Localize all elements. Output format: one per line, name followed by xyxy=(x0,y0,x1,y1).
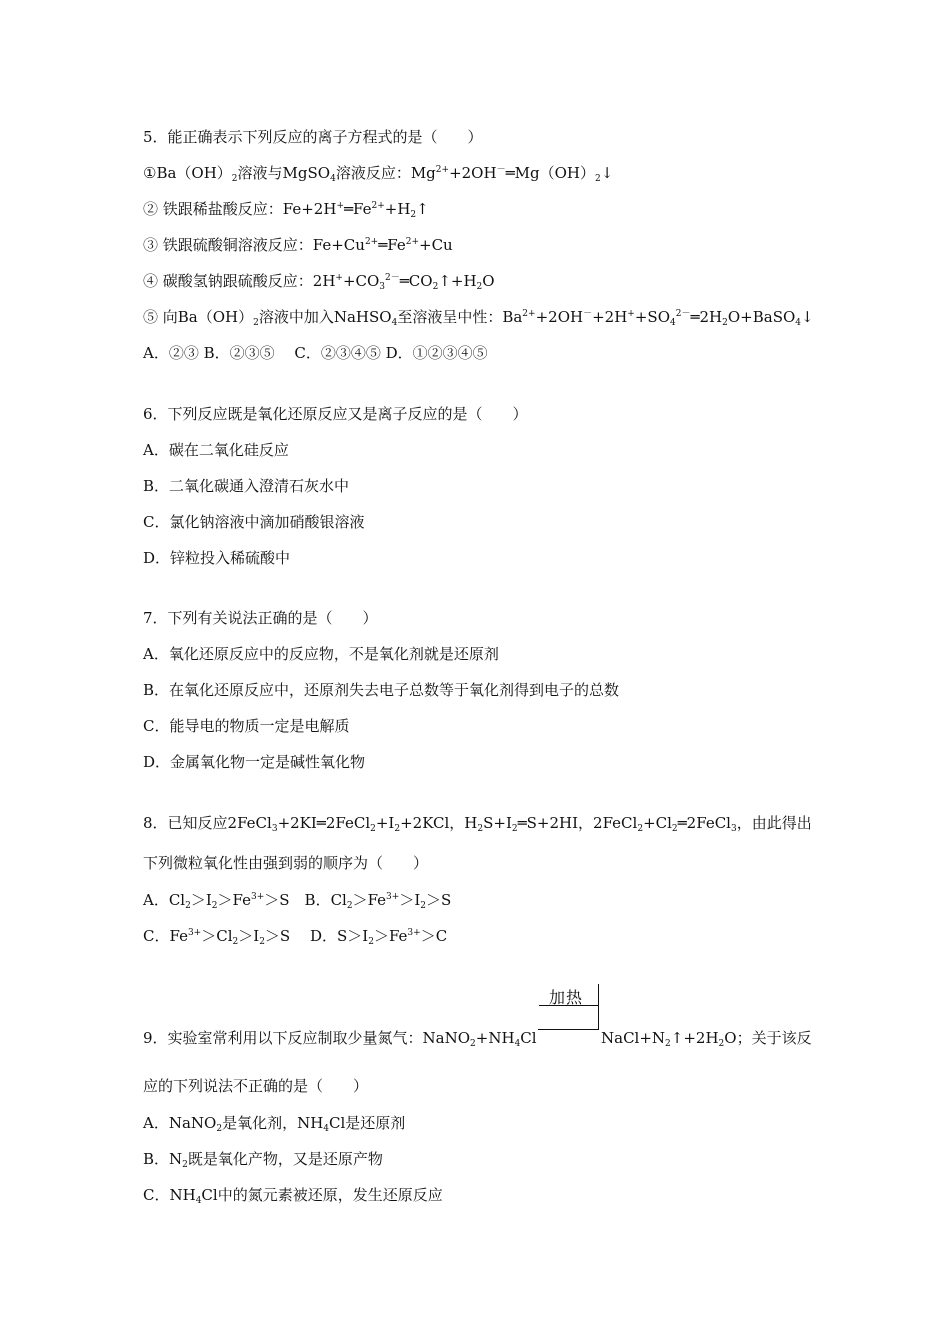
q9-option-b: B．$N_2$既是氧化产物，又是还原产物 xyxy=(143,1150,383,1170)
q5-item-5: ⑤ 向$Ba(OH)_2$溶液中加入NaHSO$_4$至溶液呈中性：$Ba^{2+}+2OH^-+2H^++SO_4^{2-}═2H_2O+BaSO_4↓$ xyxy=(143,308,814,328)
q9-option-a: A．NaNO$_2$是氧化剂，$NH_4Cl$是还原剂 xyxy=(143,1114,406,1134)
q5-item-2: ② 铁跟稀盐酸反应：$Fe+2H^+═Fe^{2+}+H_2↑$ xyxy=(143,200,429,220)
q6-option-b: B．二氧化碳通入澄清石灰水中 xyxy=(143,477,350,495)
reaction-arrow-line xyxy=(538,1029,599,1030)
q6-stem: 6．下列反应既是氧化还原反应又是离子反应的是（ ） xyxy=(143,405,528,423)
q6-option-d: D．锌粒投入稀硫酸中 xyxy=(143,549,291,567)
q7-option-d: D．金属氧化物一定是碱性氧化物 xyxy=(143,753,366,771)
reaction-condition-bar xyxy=(539,1005,599,1006)
q8-options-ab: A．$Cl_2>I_2>Fe^{3+}>S$ B．$Cl_2>Fe^{3+}>I_2>S$ xyxy=(143,891,452,911)
q9-option-c: C．$NH_4Cl$中的氮元素被还原，发生还原反应 xyxy=(143,1186,443,1206)
q8-stem-line-2: 下列微粒氧化性由强到弱的顺序为（ ） xyxy=(143,854,429,872)
q9-stem-line-1-right: $NaCl+N_2↑+2H_2O$；关于该反 xyxy=(601,1029,812,1049)
q7-option-a: A．氧化还原反应中的反应物，不是氧化剂就是还原剂 xyxy=(143,645,499,663)
heating-condition-label: 加热 xyxy=(549,988,584,1007)
q9-stem-line-2: 应的下列说法不正确的是（ ） xyxy=(143,1077,369,1095)
q5-options: A．②③ B．②③⑤ C．②③④⑤ D．①②③④⑤ xyxy=(143,344,488,362)
q5-item-4: ④ 碳酸氢钠跟硫酸反应：$2H^++CO_3^{2-}═CO_2↑+H_2O$ xyxy=(143,272,495,292)
q7-option-b: B．在氧化还原反应中，还原剂失去电子总数等于氧化剂得到电子的总数 xyxy=(143,681,620,699)
q5-stem: 5．能正确表示下列反应的离子方程式的是（ ） xyxy=(143,128,483,146)
q8-options-cd: C．$Fe^{3+}>Cl_2>I_2>S$ D．$S>I_2>Fe^{3+}>C$ xyxy=(143,927,448,947)
q5-item-1: $①Ba(OH)_2$溶液与MgSO$_4$溶液反应：$Mg^{2+}+2OH^-═Mg(OH)_2↓$ xyxy=(143,164,614,184)
reaction-condition-vertical xyxy=(598,984,599,1029)
q5-item-3: ③ 铁跟硫酸铜溶液反应：$Fe+Cu^{2+}═Fe^{2+}+Cu$ xyxy=(143,236,453,254)
q7-option-c: C．能导电的物质一定是电解质 xyxy=(143,717,350,735)
q6-option-a: A．碳在二氧化硅反应 xyxy=(143,441,289,459)
q7-stem: 7．下列有关说法正确的是（ ） xyxy=(143,609,378,627)
q9-stem-line-1-left: 9．实验室常利用以下反应制取少量氮气：$NaNO_2+NH_4Cl$ xyxy=(143,1029,537,1049)
q6-option-c: C．氯化钠溶液中滴加硝酸银溶液 xyxy=(143,513,365,531)
q8-stem-line-1: 8．已知反应$2FeCl_3+2KI═2FeCl_2+I_2+2KCl$，$H_2S+I_2═S+2HI$，$2FeCl_2+Cl_2═2FeCl_3$，由此得出 xyxy=(143,814,812,834)
